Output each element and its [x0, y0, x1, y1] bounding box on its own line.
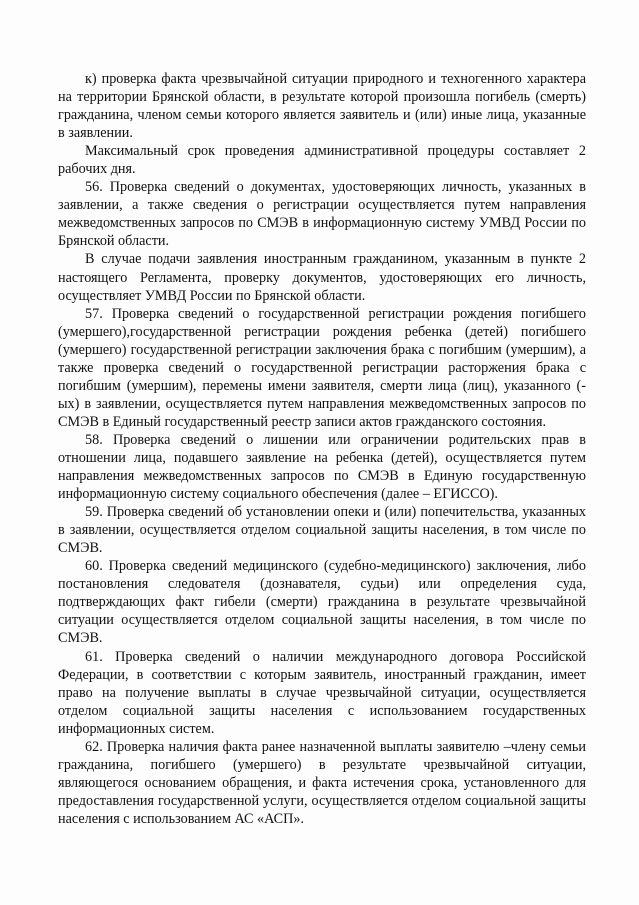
document-body	[58, 70, 586, 828]
paragraph-58: 58. Проверка сведений о лишении или ограничении родительских прав в отношении лица, подавшего заявление на ребенка (детей), осуществляется путем направления межведомственных запросов по СМЭВ в Единую государственную информационную систему социального обеспечения (далее – ЕГИССО).	[58, 431, 586, 503]
paragraph-62: 62. Проверка наличия факта ранее назначенной выплаты заявителю –члену семьи гражданина, погибшего (умершего) в результате чрезвычайной ситуации, являющегося основанием обращения, и факта истечения срока, установленного для предоставления государственной услуги, осуществляется отделом социальной защиты населения с использованием АС «АСП».	[58, 738, 586, 827]
paragraph-60: 60. Проверка сведений медицинского (судебно-медицинского) заключения, либо постановления следователя (дознавателя, судьи) или определения суда, подтверждающих факт гибели (смерти) гражданина в результате чрезвычайной ситуации осуществляется отделом социальной защиты населения, в том числе по СМЭВ.	[58, 558, 586, 647]
paragraph-57: 57. Проверка сведений о государственной регистрации рождения погибшего (умершего),государственной регистрации рождения ребенка (детей) погибшего (умершего) государственной регистрации заключения брака с погибшим (умершим), а также проверка сведений о государственной регистрации расторжения брака с погибшим (умершим), перемены имени заявителя, смерти лица (лиц), указанного (-ых) в заявлении, осуществляется путем направления межведомственных запросов по СМЭВ в Единый государственный реестр записи актов гражданского состояния.	[58, 305, 586, 430]
paragraph-foreign-citizen: В случае подачи заявления иностранным гражданином, указанным в пункте 2 настоящего Регламента, проверку документов, удостоверяющих его личность, осуществляет УМВД России по Брянской области.	[58, 251, 586, 304]
paragraph-59: 59. Проверка сведений об установлении опеки и (или) попечительства, указанных в заявлении, осуществляется отделом социальной защиты населения, в том числе по СМЭВ.	[58, 504, 586, 557]
paragraph-61: 61. Проверка сведений о наличии международного договора Российской Федерации, в соответствии с которым заявитель, иностранный гражданин, имеет право на получение выплаты в случае чрезвычайной ситуации, осуществляется отделом социальной защиты населения с использованием государственных информационных систем.	[58, 648, 586, 737]
paragraph-max-duration: Максимальный срок проведения административной процедуры составляет 2 рабочих дня.	[58, 143, 586, 178]
paragraph-56: 56. Проверка сведений о документах, удостоверяющих личность, указанных в заявлении, а также сведения о регистрации осуществляется путем направления межведомственных запросов по СМЭВ в информационную систему УМВД России по Брянской области.	[58, 179, 586, 250]
paragraph-k-emergency-check: к) проверка факта чрезвычайной ситуации природного и техногенного характера на территории Брянской области, в результате которой произошла погибель (смерть) гражданина, членом семьи которого является заявитель и (или) иные лица, указанные в заявлении.	[58, 71, 586, 142]
